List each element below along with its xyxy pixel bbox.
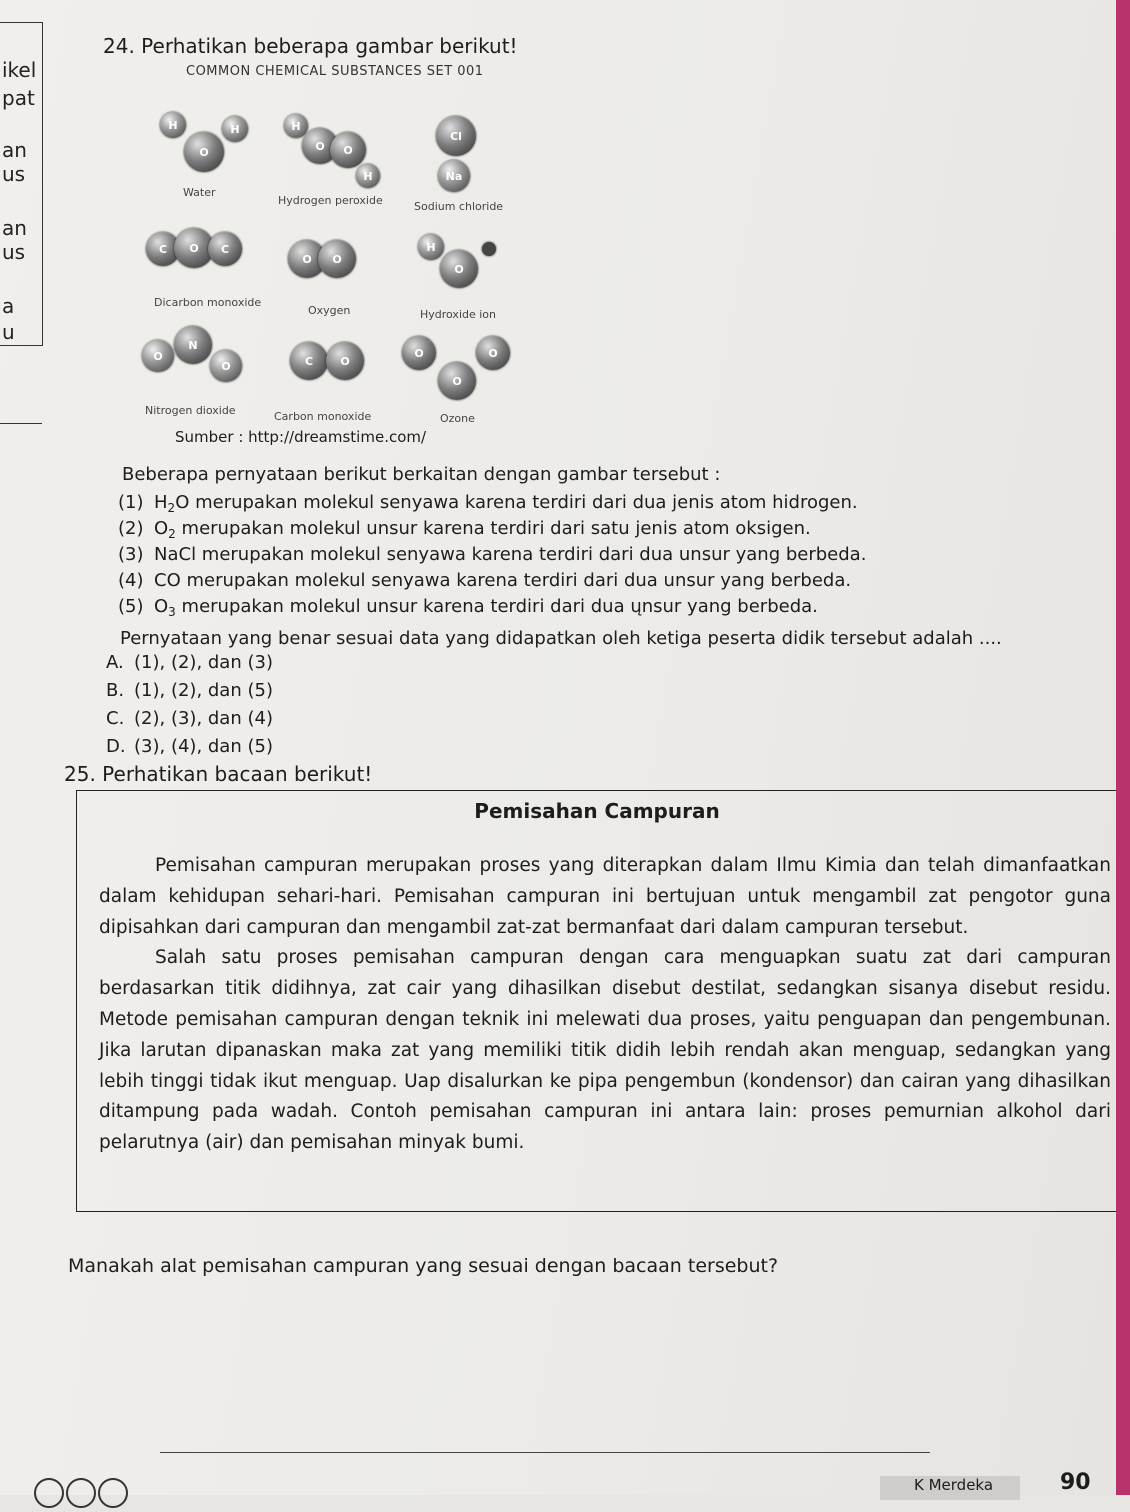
h2o2-h-atom-1: H <box>284 114 308 138</box>
no2-n-atom: N <box>174 326 212 364</box>
previous-column-line <box>0 423 42 424</box>
margin-fragment: an <box>2 138 27 162</box>
answer-line <box>160 1452 930 1453</box>
c2o-c-atom-2: C <box>208 232 242 266</box>
oxygen-label: Oxygen <box>308 304 351 317</box>
statement-text: merupakan molekul senyawa karena terdiri dari dua unsur yang berbeda. <box>180 570 852 591</box>
margin-fragment: a <box>2 294 15 318</box>
statement-formula: O <box>154 596 169 617</box>
curriculum-tag: K Merdeka <box>880 1476 1020 1500</box>
statement-3 <box>118 544 866 567</box>
statement-5 <box>118 596 818 619</box>
o3-o-atom-1: O <box>402 336 436 370</box>
option-b[interactable] <box>106 680 273 701</box>
margin-fragment: us <box>2 240 26 264</box>
option-text: (2), (3), dan (4) <box>134 708 273 729</box>
option-text: (1), (2), dan (5) <box>134 680 273 701</box>
hydrogen-peroxide-label: Hydrogen peroxide <box>278 194 383 207</box>
charge-dot-icon <box>482 242 496 256</box>
o2-o-atom-1: O <box>288 240 326 278</box>
passage-text <box>99 851 1111 1159</box>
water-o-atom: O <box>184 132 224 172</box>
passage-paragraph-2: Salah satu proses pemisahan campuran dengan cara menguapkan suatu zat dari campuran berdasarkan titik didihnya, zat cair yang dihasilkan disebut destilat, sedangkan sisanya disebut residu. Metode pemisahan campuran dengan teknik ini melewati dua proses, yaitu penguapan dan pengembunan. Jika larutan dipanaskan maka zat yang memiliki titik didih lebih rendah akan menguap, sedangkan yang lebih tinggi tidak ikut menguap. Uap disalurkan ke pipa pengembun (kondensor) dan cairan yang dihasilkan ditampung pada wadah. Contoh pemisahan campuran ini antara lain: proses pemurnian alkohol dari pelarutnya (air) dan pemisahan minyak bumi. <box>99 947 1111 1154</box>
option-letter: C. <box>106 708 125 729</box>
h2o2-o-atom-1: O <box>302 128 338 164</box>
oh-h-atom: H <box>418 234 444 260</box>
option-c[interactable] <box>106 708 273 729</box>
formula-subscript: 2 <box>168 527 176 541</box>
circle-icon <box>98 1478 128 1508</box>
statement-text: merupakan molekul senyawa karena terdiri dari dua jenis atom hidrogen. <box>189 492 858 513</box>
question-25-title: 25. Perhatikan bacaan berikut! <box>64 762 373 786</box>
reading-passage-box <box>76 790 1117 1212</box>
option-a[interactable] <box>106 652 273 673</box>
option-text: (1), (2), dan (3) <box>134 652 273 673</box>
statement-number: (4) <box>118 570 144 591</box>
h2o2-h-atom-2: H <box>356 164 380 188</box>
statement-number: (5) <box>118 596 144 617</box>
statement-formula-tail: O <box>175 492 190 513</box>
water-h-atom-2: H <box>222 116 248 142</box>
statement-formula: CO <box>154 570 181 591</box>
c2o-c-atom-1: C <box>146 232 180 266</box>
nacl-na-atom: Na <box>438 160 470 192</box>
no2-o-atom-1: O <box>142 340 174 372</box>
question-24-title: 24. Perhatikan beberapa gambar berikut! <box>103 34 518 58</box>
hydroxide-ion-label: Hydroxide ion <box>420 308 497 321</box>
co-o-atom: O <box>326 342 364 380</box>
sodium-chloride-label: Sodium chloride <box>414 200 504 213</box>
option-text: (3), (4), dan (5) <box>134 736 273 757</box>
no2-o-atom-2: O <box>210 350 242 382</box>
question-25-prompt: Manakah alat pemisahan campuran yang sesuai dengan bacaan tersebut? <box>68 1255 779 1277</box>
carbon-monoxide-label: Carbon monoxide <box>274 410 372 423</box>
statement-number: (3) <box>118 544 144 565</box>
o3-o-atom-2: O <box>476 336 510 370</box>
statement-2 <box>118 518 811 541</box>
background-fabric <box>1116 0 1130 1495</box>
o3-o-atom-3: O <box>438 362 476 400</box>
statement-formula: NaCl <box>154 544 197 565</box>
circle-icon <box>66 1478 96 1508</box>
option-d[interactable] <box>106 736 273 757</box>
statement-text: merupakan molekul senyawa karena terdiri dari dua unsur yang berbeda. <box>196 544 867 565</box>
statement-text: merupakan molekul unsur karena terdiri dari dua ųnsur yang berbeda. <box>175 596 818 617</box>
passage-paragraph-1: Pemisahan campuran merupakan proses yang diterapkan dalam Ilmu Kimia dan telah dimanfaatkan dalam kehidupan sehari-hari. Pemisahan campuran ini bertujuan untuk mengambil zat pengotor guna dipisahkan dari campuran dan mengambil zat-zat bermanfaat dari dalam campuran tersebut. <box>99 855 1111 938</box>
nitrogen-dioxide-label: Nitrogen dioxide <box>145 404 236 417</box>
formula-subscript: 2 <box>167 501 176 515</box>
margin-fragment: u <box>2 320 15 344</box>
statement-text: merupakan molekul unsur karena terdiri dari satu jenis atom oksigen. <box>175 518 811 539</box>
h2o2-o-atom-2: O <box>330 132 366 168</box>
statement-number: (2) <box>118 518 144 539</box>
co-c-atom: C <box>290 342 328 380</box>
circle-icon <box>34 1478 64 1508</box>
passage-title: Pemisahan Campuran <box>474 799 720 823</box>
statements-intro: Beberapa pernyataan berikut berkaitan dengan gambar tersebut : <box>122 464 721 485</box>
image-heading: COMMON CHEMICAL SUBSTANCES SET 001 <box>186 64 484 79</box>
statement-4 <box>118 570 851 593</box>
statement-formula: O <box>154 518 169 539</box>
formula-subscript: 3 <box>168 605 176 619</box>
nacl-cl-atom: Cl <box>436 116 476 156</box>
ozone-label: Ozone <box>440 412 475 425</box>
option-letter: D. <box>106 736 126 757</box>
o2-o-atom-2: O <box>318 240 356 278</box>
statement-number: (1) <box>118 492 144 513</box>
oh-o-atom: O <box>440 250 478 288</box>
dicarbon-monoxide-label: Dicarbon monoxide <box>154 296 262 309</box>
margin-fragment: us <box>2 162 26 186</box>
margin-fragment: pat <box>2 86 35 110</box>
decorative-circles <box>34 1478 130 1512</box>
c2o-o-atom: O <box>174 228 214 268</box>
statement-formula: H <box>154 492 168 513</box>
question-24-prompt: Pernyataan yang benar sesuai data yang didapatkan oleh ketiga peserta didik tersebut adalah .... <box>120 628 1002 649</box>
option-letter: A. <box>106 652 124 673</box>
image-source: Sumber : http://dreamstime.com/ <box>175 428 427 446</box>
margin-fragment: an <box>2 216 27 240</box>
option-letter: B. <box>106 680 125 701</box>
water-h-atom-1: H <box>160 112 186 138</box>
page-number: 90 <box>1060 1470 1091 1495</box>
water-label: Water <box>183 186 216 199</box>
margin-fragment: ikel <box>2 58 37 82</box>
statement-1 <box>118 492 858 515</box>
